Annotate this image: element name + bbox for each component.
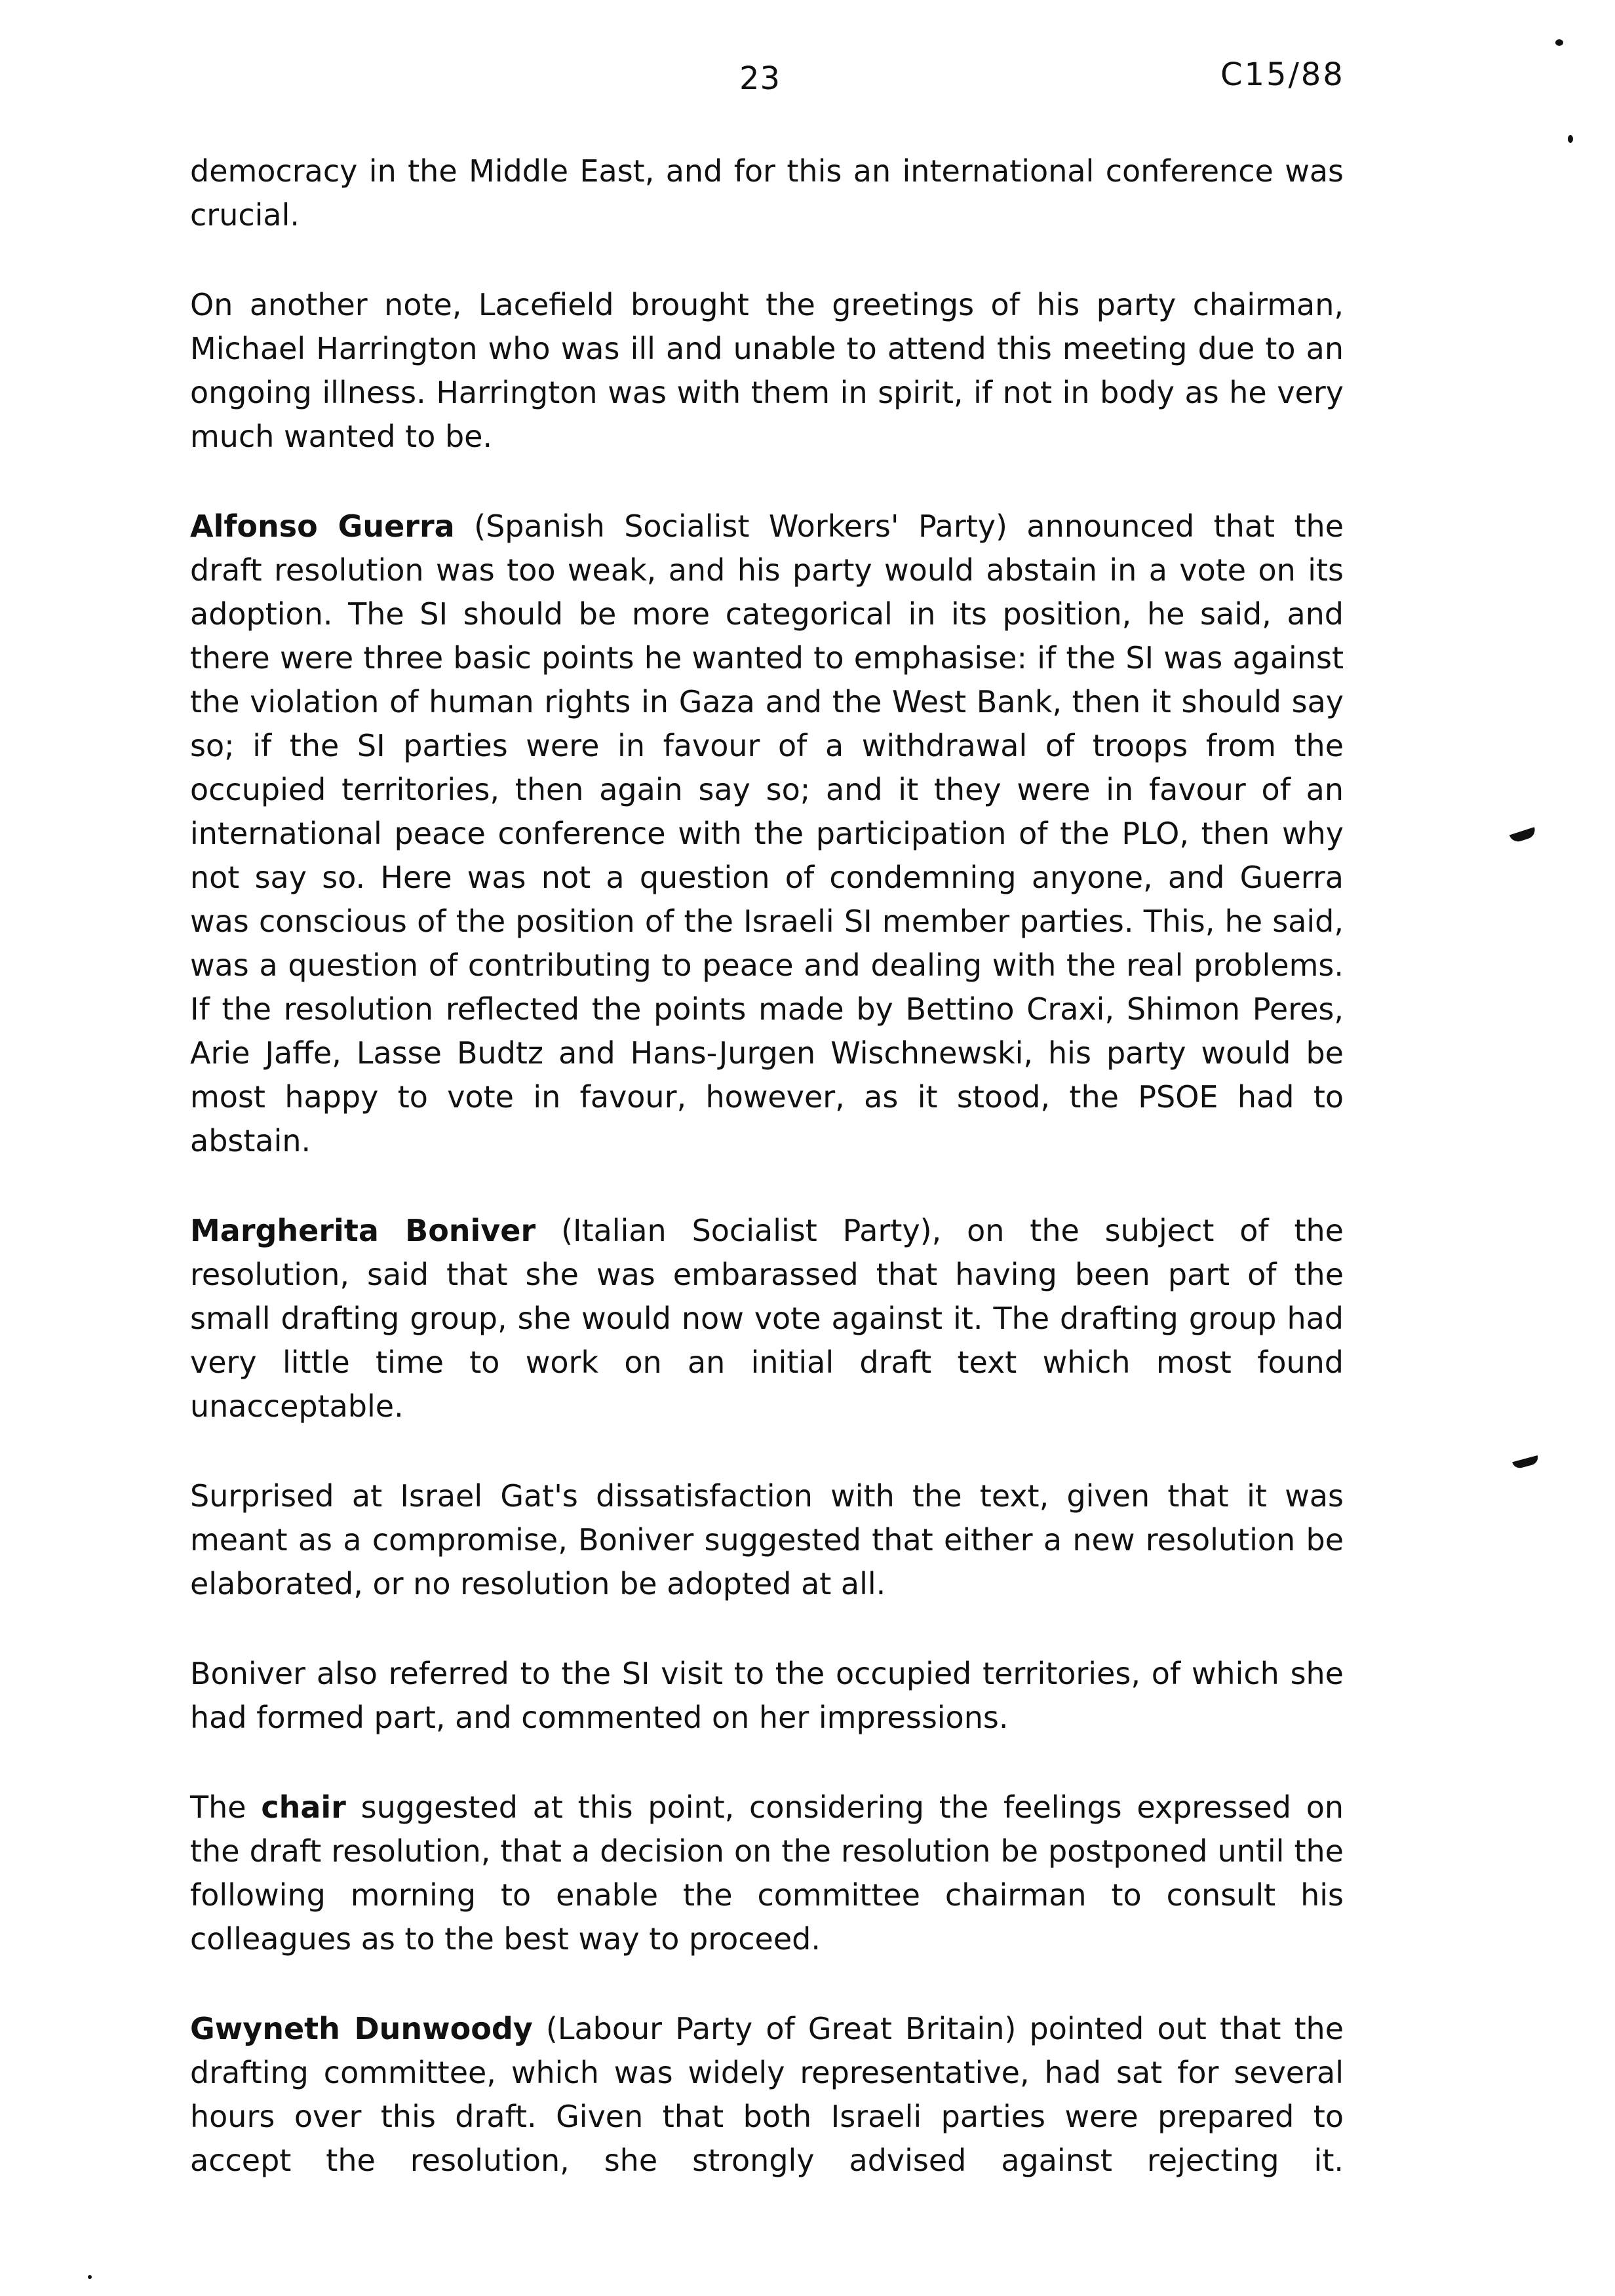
paragraph-text: On another note, Lacefield brought the greetings of his party chairman, Michael Harrington who was ill and unable to attend this meeting due to an ongoing illness. Harrington was with them in spirit, if not in body as he very much wanted to be. [190,287,1344,454]
scan-mark [1555,39,1563,46]
document-body [190,149,1344,2229]
scan-mark [1512,1455,1540,1470]
scan-mark [1568,135,1573,143]
paragraph-text: Surprised at Israel Gat's dissatisfaction with the text, given that it was meant as a compromise, Boniver suggested that either a new resolution be elaborated, or no resolution be adopted at all. [190,1478,1344,1601]
document-reference: C15/88 [1220,56,1345,93]
paragraph-5 [190,1474,1344,1606]
speaker-name: Gwyneth Dunwoody [190,2011,533,2046]
speaker-name: chair [261,1789,346,1825]
paragraph-8 [190,2007,1344,2183]
paragraph-text: suggested at this point, considering the feelings expressed on the draft resolution, that a decision on the resolution be postponed until the following morning to enable the committee chairman to consult his colleagues as to the best way to proceed. [190,1789,1344,1957]
paragraph-3 [190,505,1344,1163]
paragraph-1 [190,149,1344,237]
paragraph-text: democracy in the Middle East, and for this an international conference was crucial. [190,153,1344,233]
paragraph-2 [190,283,1344,459]
paragraph-text: (Italian Socialist Party), on the subject of the resolution, said that she was embarassed that having been part of the small drafting group, she would now vote against it. The drafting group had very little time to work on an initial draft text which most found unacceptable. [190,1213,1344,1424]
paragraph-text: Boniver also referred to the SI visit to the occupied territories, of which she had formed part, and commented on her impressions. [190,1656,1344,1735]
paragraph-7 [190,1786,1344,1961]
speaker-name: Alfonso Guerra [190,508,455,544]
scan-mark [88,2275,92,2279]
scan-mark [1509,827,1537,844]
speaker-name: Margherita Boniver [190,1213,536,1248]
paragraph-4 [190,1209,1344,1428]
paragraph-text: (Labour Party of Great Britain) pointed out that the drafting committee, which was widely representative, had sat for several hours over this draft. Given that both Israeli parties were prepared to accept the resolution, she strongly advised against rejecting it. [190,2011,1344,2178]
paragraph-6 [190,1652,1344,1740]
paragraph-prefix: The [190,1789,262,1825]
page-number: 23 [739,60,781,97]
paragraph-text: (Spanish Socialist Workers' Party) announced that the draft resolution was too weak, and his party would abstain in a vote on its adoption. The SI should be more categorical in its position, he said, and there were three basic points he wanted to emphasise: if the SI was against the violation of human rights in Gaza and the West Bank, then it should say so; if the SI parties were in favour of a withdrawal of troops from the occupied territories, then again say so; and it they were in favour of an international peace conference with the participation of the PLO, then why not say so. Here was not a question of condemning anyone, and Guerra was conscious of the position of the Israeli SI member parties. This, he said, was a question of contributing to peace and dealing with the real problems. If the resolution reflected the points made by Bettino Craxi, Shimon Peres, Arie Jaffe, Lasse Budtz and Hans-Jurgen Wischnewski, his party would be most happy to vote in favour, however, as it stood, the PSOE had to abstain. [190,508,1344,1158]
